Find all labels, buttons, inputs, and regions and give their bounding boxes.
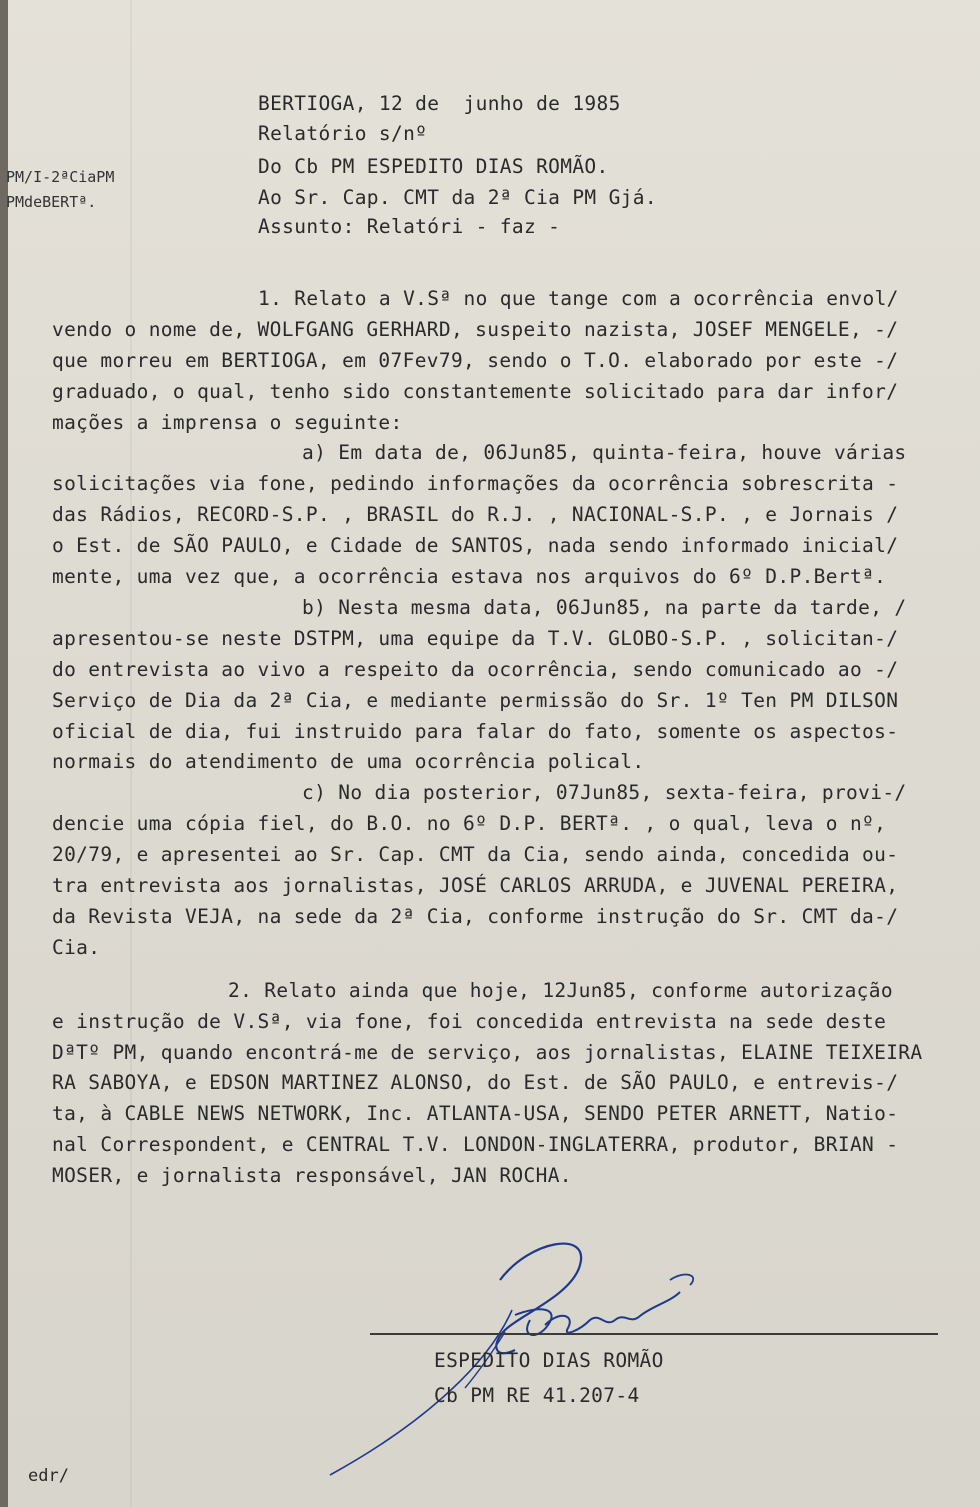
body-line: das Rádios, RECORD-S.P. , BRASIL do R.J. , NACIONAL-S.P. , e Jornais / — [52, 503, 899, 526]
signature-line — [370, 1333, 938, 1335]
body-line: a) Em data de, 06Jun85, quinta-feira, houve várias — [302, 441, 907, 464]
header-subject: Assunto: Relatóri - faz - — [258, 215, 561, 238]
signatory-rank: Cb PM RE 41.207-4 — [434, 1384, 640, 1407]
body-line: da Revista VEJA, na sede da 2ª Cia, conforme instrução do Sr. CMT da-/ — [52, 905, 899, 928]
body-line: nal Correspondent, e CENTRAL T.V. LONDON-INGLATERRA, produtor, BRIAN - — [52, 1133, 899, 1156]
binding-edge — [0, 0, 8, 1507]
body-line: tra entrevista aos jornalistas, JOSÉ CARLOS ARRUDA, e JUVENAL PEREIRA, — [52, 874, 899, 897]
body-line: dencie uma cópia fiel, do B.O. no 6º D.P. BERTª. , o qual, leva o nº, — [52, 812, 887, 835]
footer-initials: edr/ — [28, 1466, 69, 1486]
body-line: MOSER, e jornalista responsável, JAN ROCHA. — [52, 1164, 572, 1187]
signatory-name: ESPEDITO DIAS ROMÃO — [434, 1349, 664, 1372]
margin-note-unit-2: PMdeBERTª. — [6, 193, 97, 211]
body-line: Serviço de Dia da 2ª Cia, e mediante permissão do Sr. 1º Ten PM DILSON — [52, 689, 899, 712]
body-line: c) No dia posterior, 07Jun85, sexta-feira, provi-/ — [302, 781, 907, 804]
body-line: ta, à CABLE NEWS NETWORK, Inc. ATLANTA-USA, SENDO PETER ARNETT, Natio- — [52, 1102, 899, 1125]
body-line: vendo o nome de, WOLFGANG GERHARD, suspeito nazista, JOSEF MENGELE, -/ — [52, 318, 899, 341]
body-line: do entrevista ao vivo a respeito da ocorrência, sendo comunicado ao -/ — [52, 658, 899, 681]
margin-note-unit: PM/I-2ªCiaPM — [6, 168, 115, 186]
body-line: que morreu em BERTIOGA, em 07Fev79, sendo o T.O. elaborado por este -/ — [52, 349, 899, 372]
body-line: mações a imprensa o seguinte: — [52, 411, 403, 434]
body-line: 1. Relato a V.Sª no que tange com a ocorrência envol/ — [258, 287, 899, 310]
body-line: mente, uma vez que, a ocorrência estava nos arquivos do 6º D.P.Bertª. — [52, 565, 887, 588]
body-line: normais do atendimento de uma ocorrência polical. — [52, 750, 645, 773]
header-to: Ao Sr. Cap. CMT da 2ª Cia PM Gjá. — [258, 186, 657, 209]
body-line: solicitações via fone, pedindo informações da ocorrência sobrescrita - — [52, 472, 899, 495]
body-line: DªTº PM, quando encontrá-me de serviço, aos jornalistas, ELAINE TEIXEIRA — [52, 1041, 923, 1064]
body-line: graduado, o qual, tenho sido constantemente solicitado para dar infor/ — [52, 380, 899, 403]
header-report-number: Relatório s/nº — [258, 122, 428, 145]
body-line: Cia. — [52, 936, 101, 959]
body-line: oficial de dia, fui instruido para falar do fato, somente os aspectos- — [52, 720, 899, 743]
body-line: o Est. de SÃO PAULO, e Cidade de SANTOS, nada sendo informado inicial/ — [52, 534, 899, 557]
body-line: RA SABOYA, e EDSON MARTINEZ ALONSO, do Est. de SÃO PAULO, e entrevis-/ — [52, 1071, 899, 1094]
body-line: 2. Relato ainda que hoje, 12Jun85, conforme autorização — [228, 979, 893, 1002]
header-from: Do Cb PM ESPEDITO DIAS ROMÃO. — [258, 155, 609, 178]
body-line: e instrução de V.Sª, via fone, foi concedida entrevista na sede deste — [52, 1010, 887, 1033]
body-line: apresentou-se neste DSTPM, uma equipe da T.V. GLOBO-S.P. , solicitan-/ — [52, 627, 899, 650]
header-date: BERTIOGA, 12 de junho de 1985 — [258, 92, 621, 115]
body-line: b) Nesta mesma data, 06Jun85, na parte da tarde, / — [302, 596, 907, 619]
body-line: 20/79, e apresentei ao Sr. Cap. CMT da Cia, sendo ainda, concedida ou- — [52, 843, 899, 866]
